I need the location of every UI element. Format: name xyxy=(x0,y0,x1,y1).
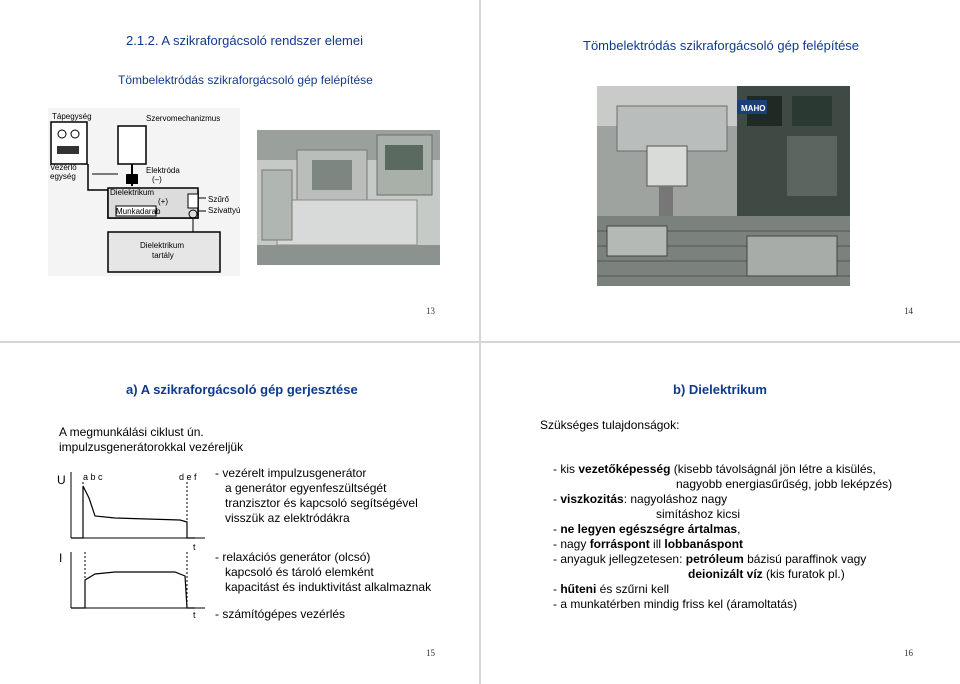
slide15-item-6: kapcsoló és tároló elemként xyxy=(225,565,374,579)
slide15-item-4: visszük az elektródákra xyxy=(225,511,350,525)
cnc-edm-photo xyxy=(597,86,850,286)
label-tank2: tartály xyxy=(152,251,174,260)
slide15-item-3: tranzisztor és kapcsoló segítségével xyxy=(225,496,418,510)
slide16-line-7: - anyaguk jellegzetesen: petróleum bázisú paraffinok vagy xyxy=(553,552,867,566)
graph-t-label-1: t xyxy=(193,542,196,552)
slide16-line-6: - nagy forráspont ill lobbanáspont xyxy=(553,537,744,551)
slide16-line-8: deionizált víz (kis furatok pl.) xyxy=(688,567,845,581)
slide16-line-9: - hűteni és szűrni kell xyxy=(553,582,670,596)
slide15-item-2: a generátor egyenfeszültségét xyxy=(225,481,387,495)
slide16-line-4: simításhoz kicsi xyxy=(656,507,741,521)
label-power: Tápegység xyxy=(52,112,92,121)
label-workpiece-sign: (+) xyxy=(158,197,168,206)
slide16-line-3: - viszkozitás: nagyoláshoz nagy xyxy=(553,492,728,506)
slide15-intro-line1: A megmunkálási ciklust ún. xyxy=(59,425,204,439)
label-electrode-sign: (–) xyxy=(152,175,162,184)
slide15-page-number: 15 xyxy=(426,648,435,658)
label-control2: egység xyxy=(50,172,76,181)
slide14-page-number: 14 xyxy=(904,306,913,316)
slide16-intro: Szükséges tulajdonságok: xyxy=(540,418,680,432)
slide15-item-8: - számítógépes vezérlés xyxy=(215,607,346,621)
graph-def-labels: d e f xyxy=(179,472,197,482)
label-dielectric: Dielektrikum xyxy=(110,188,155,197)
label-filter: Szűrő xyxy=(208,195,229,204)
slide16-line-2: nagyobb energiasűrűség, jobb leképzés) xyxy=(676,477,893,491)
edm-schematic-diagram xyxy=(48,108,240,276)
slide16-line-1: - kis vezetőképesség (kisebb távolságnál jön létre a kisülés, xyxy=(553,462,876,476)
label-servo: Szervomechanizmus xyxy=(146,114,221,123)
slide13-page-number: 13 xyxy=(426,306,435,316)
graph-u-label: U xyxy=(57,473,66,487)
label-electrode: Elektróda xyxy=(146,166,180,175)
graph-abc-labels: a b c xyxy=(83,472,103,482)
slide14-title: Tömbelektródás szikraforgácsoló gép felépítése xyxy=(583,38,860,53)
slide16-line-10: - a munkatérben mindig friss kel (áramoltatás) xyxy=(553,597,798,611)
slide13-subtitle: Tömbelektródás szikraforgácsoló gép felépítése xyxy=(118,73,373,87)
slide16-page-number: 16 xyxy=(904,648,913,658)
label-control: Vezérlő xyxy=(50,163,77,172)
label-tank: Dielektrikum xyxy=(140,241,185,250)
slide15-intro-line2: impulzusgenerátorokkal vezéreljük xyxy=(59,440,244,454)
label-pump: Szivattyú xyxy=(208,206,240,215)
graph-t-label-2: t xyxy=(193,610,196,618)
slide15-item-5: - relaxációs generátor (olcsó) xyxy=(215,550,371,564)
slide15-item-7: kapacitást és induktivitást alkalmaznak xyxy=(225,580,432,594)
slide-divider-horizontal xyxy=(0,341,960,343)
slide16-title: b) Dielektrikum xyxy=(673,382,767,397)
label-workpiece: Munkadarab xyxy=(116,207,161,216)
slide16-line-5: - ne legyen egészségre ártalmas, xyxy=(553,522,741,536)
graph-i-label: I xyxy=(59,551,63,565)
edm-machine-photo xyxy=(257,130,440,265)
slide15-title: a) A szikraforgácsoló gép gerjesztése xyxy=(126,382,358,397)
pulse-waveform-graph xyxy=(55,468,210,618)
slide15-item-1: - vezérelt impulzusgenerátor xyxy=(215,466,367,480)
slide13-title: 2.1.2. A szikraforgácsoló rendszer elemei xyxy=(126,33,364,48)
maho-brand-label: MAHO xyxy=(741,104,766,113)
